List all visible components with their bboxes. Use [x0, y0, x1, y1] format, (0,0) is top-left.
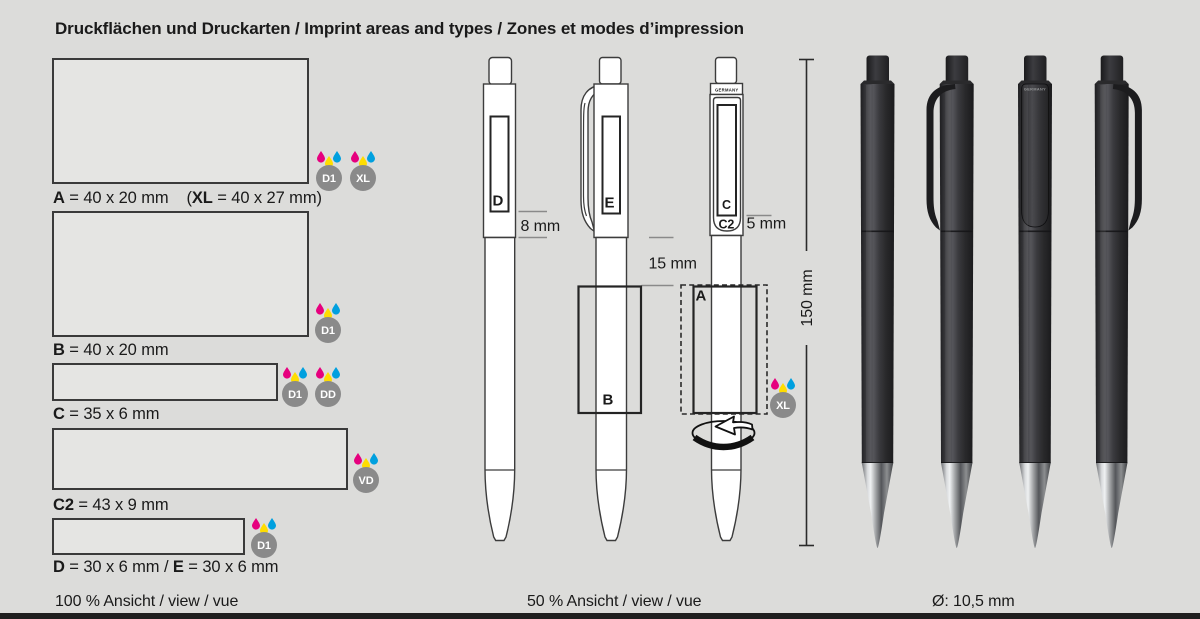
svg-text:XL: XL	[776, 400, 790, 412]
magenta-drop-icon	[252, 518, 260, 530]
imprint-area-a-box	[52, 58, 309, 184]
print-type-badge-xl	[349, 151, 377, 191]
area-c-label: C = 35 x 6 mm	[53, 405, 160, 423]
pen-photo-front	[861, 56, 895, 549]
pen-front-outline	[484, 58, 516, 541]
area-a-label: A = 40 x 20 mm (XL = 40 x 27 mm)	[53, 189, 322, 207]
imprint-d-label: D	[492, 192, 504, 210]
scale-label-50: 50 % Ansicht / view / vue	[527, 593, 702, 610]
cyan-drop-icon	[333, 151, 341, 163]
diameter-label: Ø: 10,5 mm	[932, 593, 1015, 610]
imprint-c-label: C	[722, 198, 731, 212]
cyan-drop-icon	[370, 453, 378, 465]
print-type-badge-dd	[314, 367, 342, 407]
box-a-label: A	[695, 287, 707, 305]
imprint-area-de-box	[52, 518, 245, 555]
dimension-8mm-label: 8 mm	[520, 218, 561, 235]
pen-back-outline	[710, 58, 743, 541]
cyan-drop-icon	[367, 151, 375, 163]
magenta-drop-icon	[317, 151, 325, 163]
dimension-15mm-label: 15 mm	[648, 255, 697, 273]
germany-imprint-photo: GERMANY	[1023, 87, 1047, 92]
print-type-badge-d1	[315, 151, 343, 191]
dimension-8mm	[519, 212, 561, 238]
pen-photo-back	[1018, 56, 1052, 549]
print-type-badge-d1	[281, 367, 309, 407]
magenta-drop-icon	[316, 303, 324, 315]
area-de-label: D = 30 x 6 mm / E = 30 x 6 mm	[53, 558, 279, 576]
cyan-drop-icon	[332, 303, 340, 315]
svg-text:D1: D1	[322, 173, 336, 185]
magenta-drop-icon	[283, 367, 291, 379]
magenta-drop-icon	[354, 453, 362, 465]
technical-drawing-panel	[450, 40, 830, 570]
cyan-drop-icon	[299, 367, 307, 379]
print-type-badge-d1	[314, 303, 342, 343]
svg-text:DD: DD	[320, 389, 336, 401]
print-type-badge-d1	[250, 518, 278, 558]
svg-text:XL: XL	[356, 173, 370, 185]
bottom-bar	[0, 613, 1200, 619]
print-type-badge-xl	[769, 378, 797, 418]
product-photo-panel	[840, 40, 1200, 570]
print-type-badge-vd	[352, 453, 380, 493]
magenta-drop-icon	[351, 151, 359, 163]
magenta-drop-icon	[316, 367, 324, 379]
svg-text:D1: D1	[288, 389, 302, 401]
svg-text:D1: D1	[321, 325, 335, 337]
pen-photo-side-right	[1095, 56, 1142, 549]
dimension-150mm-label: 150 mm	[799, 269, 816, 327]
cyan-drop-icon	[787, 378, 795, 390]
dimension-5mm	[747, 216, 787, 233]
dimension-150mm	[799, 60, 816, 546]
magenta-drop-icon	[771, 378, 779, 390]
germany-imprint: GERMANY	[715, 87, 739, 93]
imprint-area-c2-box	[52, 428, 348, 490]
imprint-area-b-box	[52, 211, 309, 337]
box-b-label: B	[602, 391, 614, 409]
cyan-drop-icon	[332, 367, 340, 379]
svg-text:D1: D1	[257, 540, 271, 552]
scale-label-100: 100 % Ansicht / view / vue	[55, 593, 239, 610]
area-b-label: B = 40 x 20 mm	[53, 341, 169, 359]
imprint-c2-label: C2	[718, 217, 735, 232]
dimension-5mm-label: 5 mm	[746, 215, 787, 233]
cyan-drop-icon	[268, 518, 276, 530]
dimension-15mm	[642, 238, 697, 286]
imprint-e-label: E	[604, 194, 615, 212]
imprint-area-c-box	[52, 363, 278, 401]
page-title: Druckflächen und Druckarten / Imprint areas and types / Zones et modes d’impression	[55, 19, 744, 38]
pen-side-outline	[581, 58, 628, 541]
svg-text:VD: VD	[358, 475, 374, 487]
pen-photo-side-left	[927, 56, 974, 549]
area-c2-label: C2 = 43 x 9 mm	[53, 496, 169, 514]
